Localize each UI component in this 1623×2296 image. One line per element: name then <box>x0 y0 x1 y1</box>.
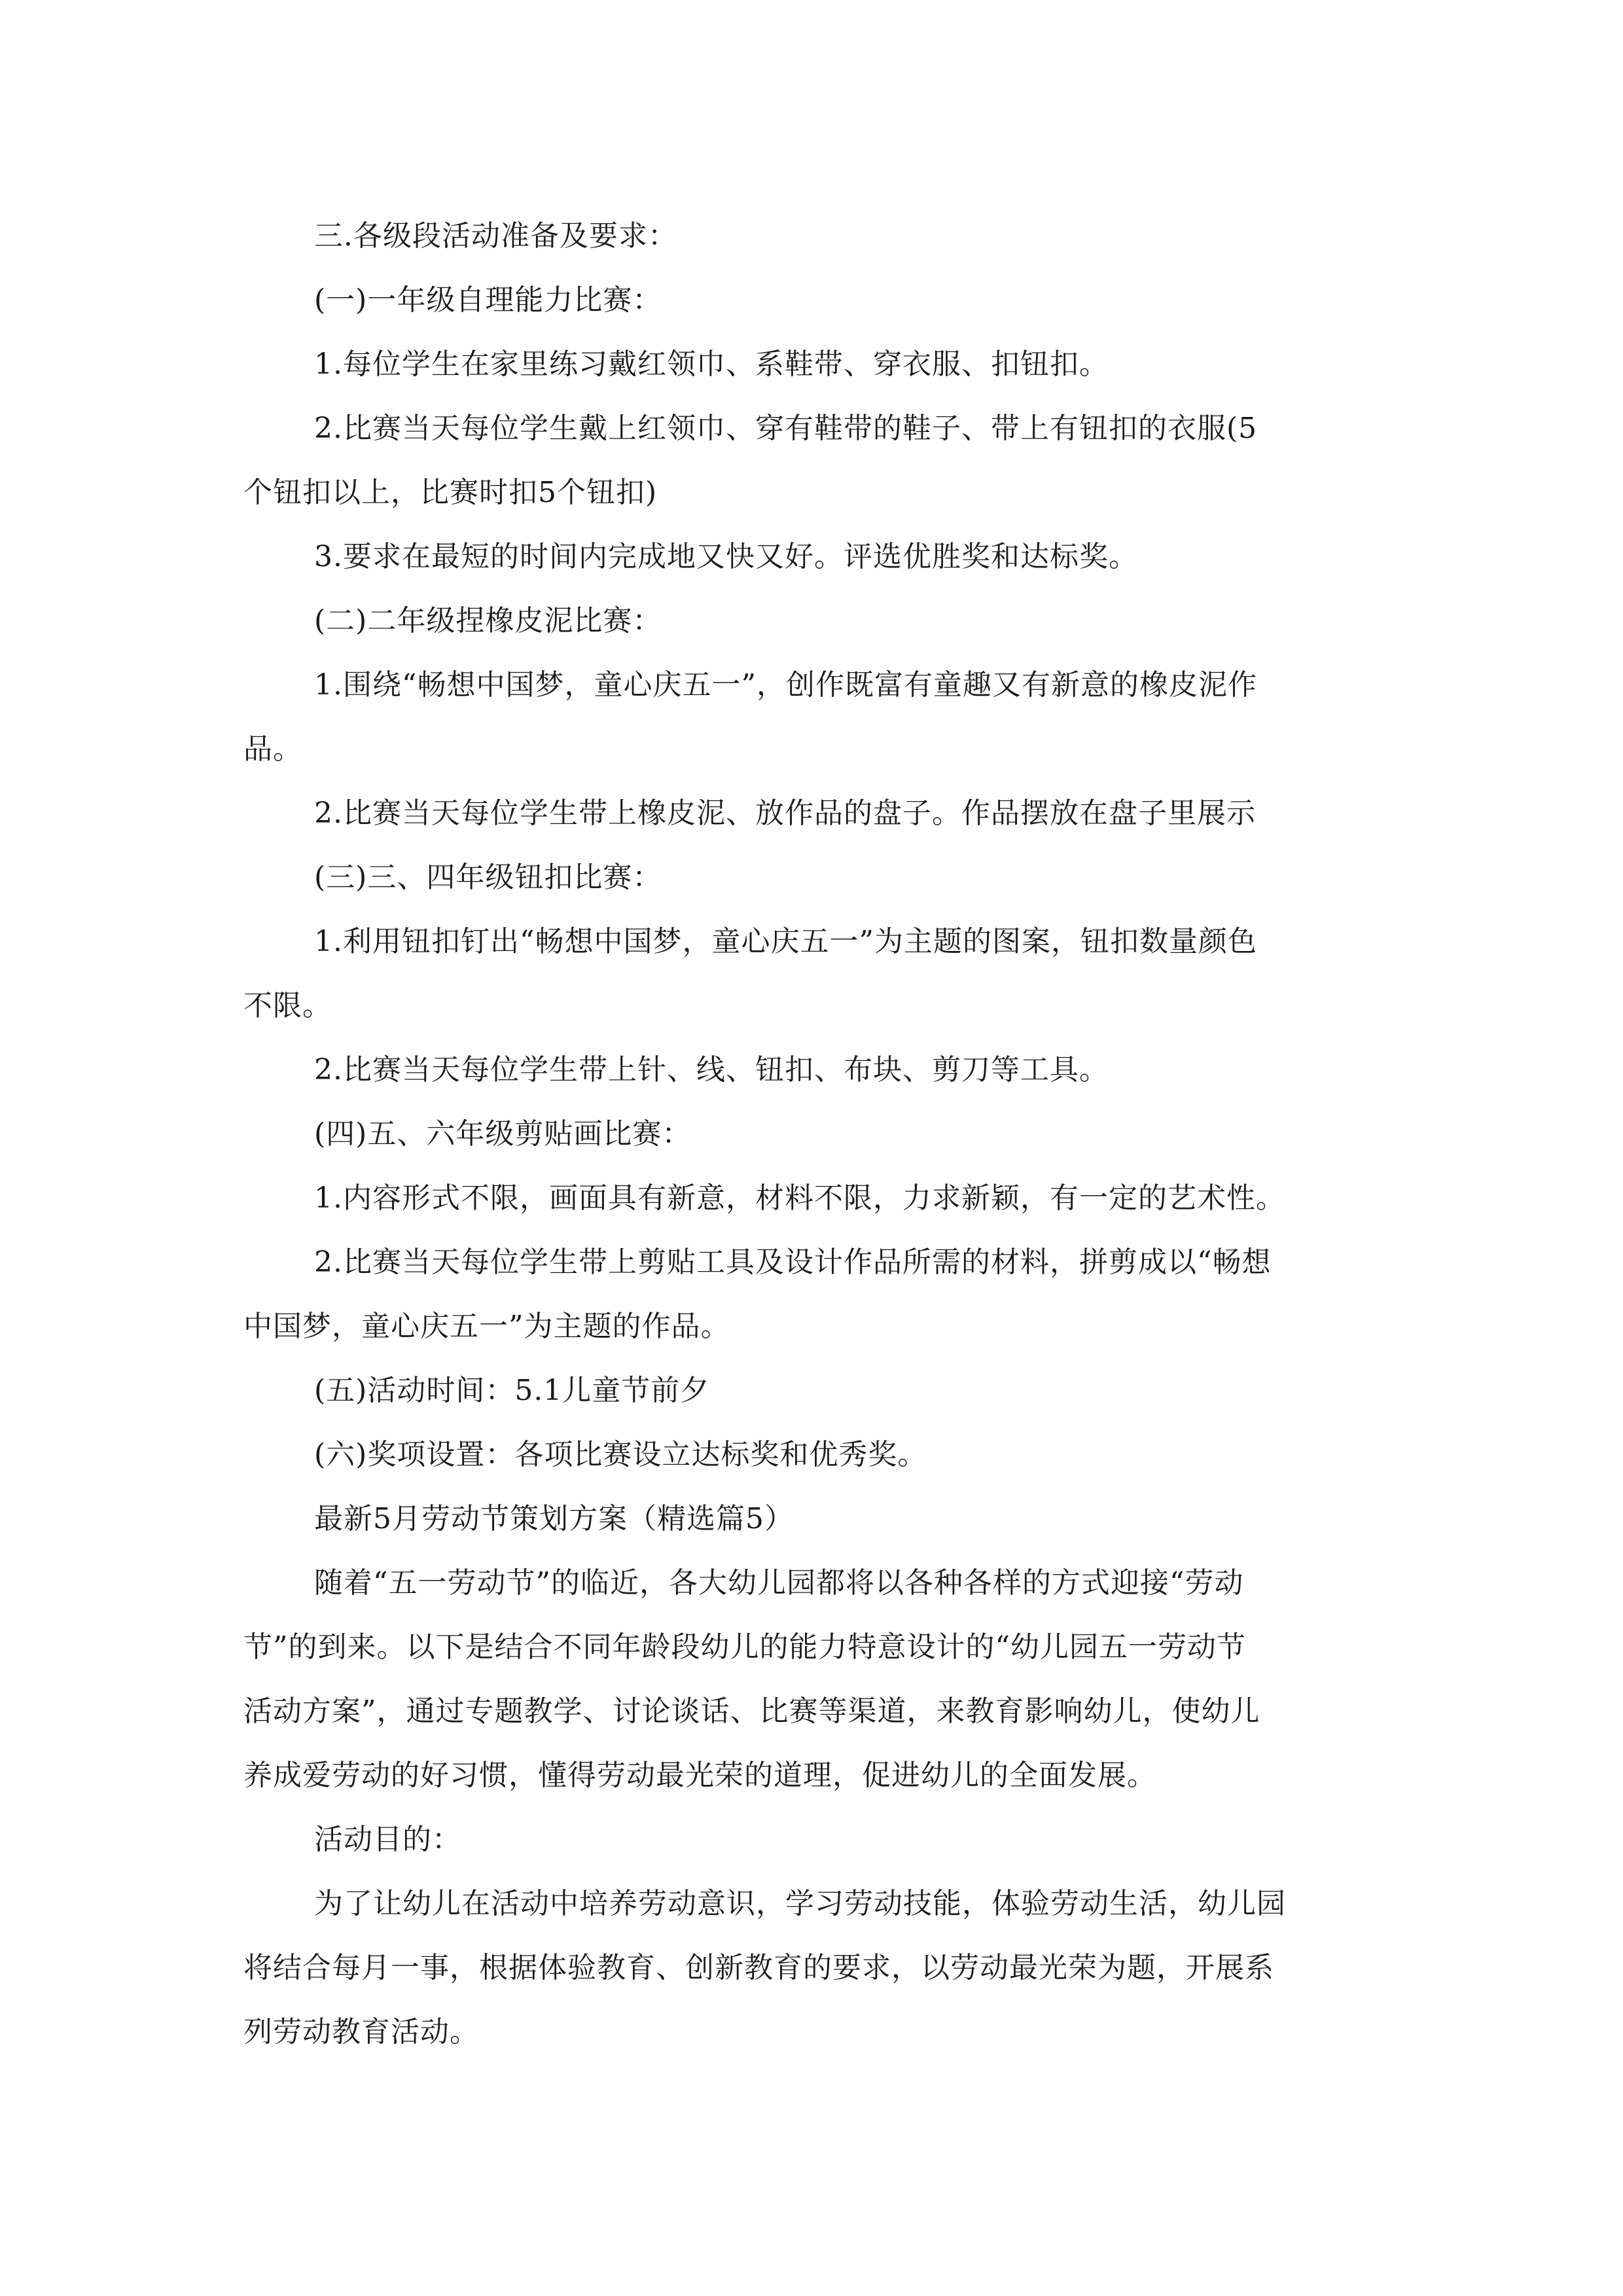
paragraph-line: 养成爱劳动的好习惯，懂得劳动最光荣的道理，促进幼儿的全面发展。 <box>243 1759 1156 1792</box>
article-title: 最新5月劳动节策划方案（精选篇5） <box>314 1502 794 1535</box>
paragraph-line: 1.内容形式不限，画面具有新意，材料不限，力求新颖，有一定的艺术性。 <box>314 1181 1285 1215</box>
paragraph-line: 为了让幼儿在活动中培养劳动意识，学习劳动技能，体验劳动生活，幼儿园 <box>314 1887 1286 1920</box>
paragraph-line: 节”的到来。以下是结合不同年龄段幼儿的能力特意设计的“幼儿园五一劳动节 <box>243 1630 1246 1664</box>
paragraph-line: 随着“五一劳动节”的临近，各大幼儿园都将以各种各样的方式迎接“劳动 <box>314 1566 1244 1600</box>
section-heading: 三.各级段活动准备及要求： <box>314 219 677 253</box>
paragraph-line: 活动方案”，通过专题教学、讨论谈话、比赛等渠道，来教育影响幼儿，使幼儿 <box>243 1695 1260 1728</box>
document-body <box>243 204 1402 2064</box>
paragraph-line: 2.比赛当天每位学生戴上红领巾、穿有鞋带的鞋子、带上有钮扣的衣服(5 <box>314 412 1258 445</box>
paragraph-line: (五)活动时间：5.1儿童节前夕 <box>314 1374 710 1407</box>
paragraph-line: 不限。 <box>243 989 332 1022</box>
paragraph-line: 中国梦，童心庆五一”为主题的作品。 <box>243 1310 730 1343</box>
paragraph-line: 个钮扣以上，比赛时扣5个钮扣) <box>243 476 658 509</box>
subsection-heading: (一)一年级自理能力比赛： <box>314 283 662 317</box>
paragraph-line: 3.要求在最短的时间内完成地又快又好。评选优胜奖和达标奖。 <box>314 540 1138 573</box>
section-heading: 活动目的： <box>314 1823 461 1856</box>
paragraph-line: 1.利用钮扣钉出“畅想中国梦，童心庆五一”为主题的图案，钮扣数量颜色 <box>314 925 1257 958</box>
subsection-heading: (二)二年级捏橡皮泥比赛： <box>314 604 662 637</box>
paragraph-line: 列劳动教育活动。 <box>243 2015 479 2049</box>
paragraph-line: 品。 <box>243 732 302 766</box>
subsection-heading: (三)三、四年级钮扣比赛： <box>314 861 662 894</box>
subsection-heading: (四)五、六年级剪贴画比赛： <box>314 1117 692 1151</box>
paragraph-line: 2.比赛当天每位学生带上针、线、钮扣、布块、剪刀等工具。 <box>314 1053 1109 1086</box>
paragraph-line: 1.围绕“畅想中国梦，童心庆五一”，创作既富有童趣又有新意的橡皮泥作 <box>314 668 1257 702</box>
paragraph-line: 2.比赛当天每位学生带上剪贴工具及设计作品所需的材料，拼剪成以“畅想 <box>314 1246 1272 1279</box>
paragraph-line: (六)奖项设置：各项比赛设立达标奖和优秀奖。 <box>314 1438 927 1471</box>
paragraph-line: 2.比赛当天每位学生带上橡皮泥、放作品的盘子。作品摆放在盘子里展示 <box>314 797 1256 830</box>
paragraph-line: 1.每位学生在家里练习戴红领巾、系鞋带、穿衣服、扣钮扣。 <box>314 348 1109 381</box>
paragraph-line: 将结合每月一事，根据体验教育、创新教育的要求，以劳动最光荣为题，开展系 <box>243 1951 1274 1984</box>
